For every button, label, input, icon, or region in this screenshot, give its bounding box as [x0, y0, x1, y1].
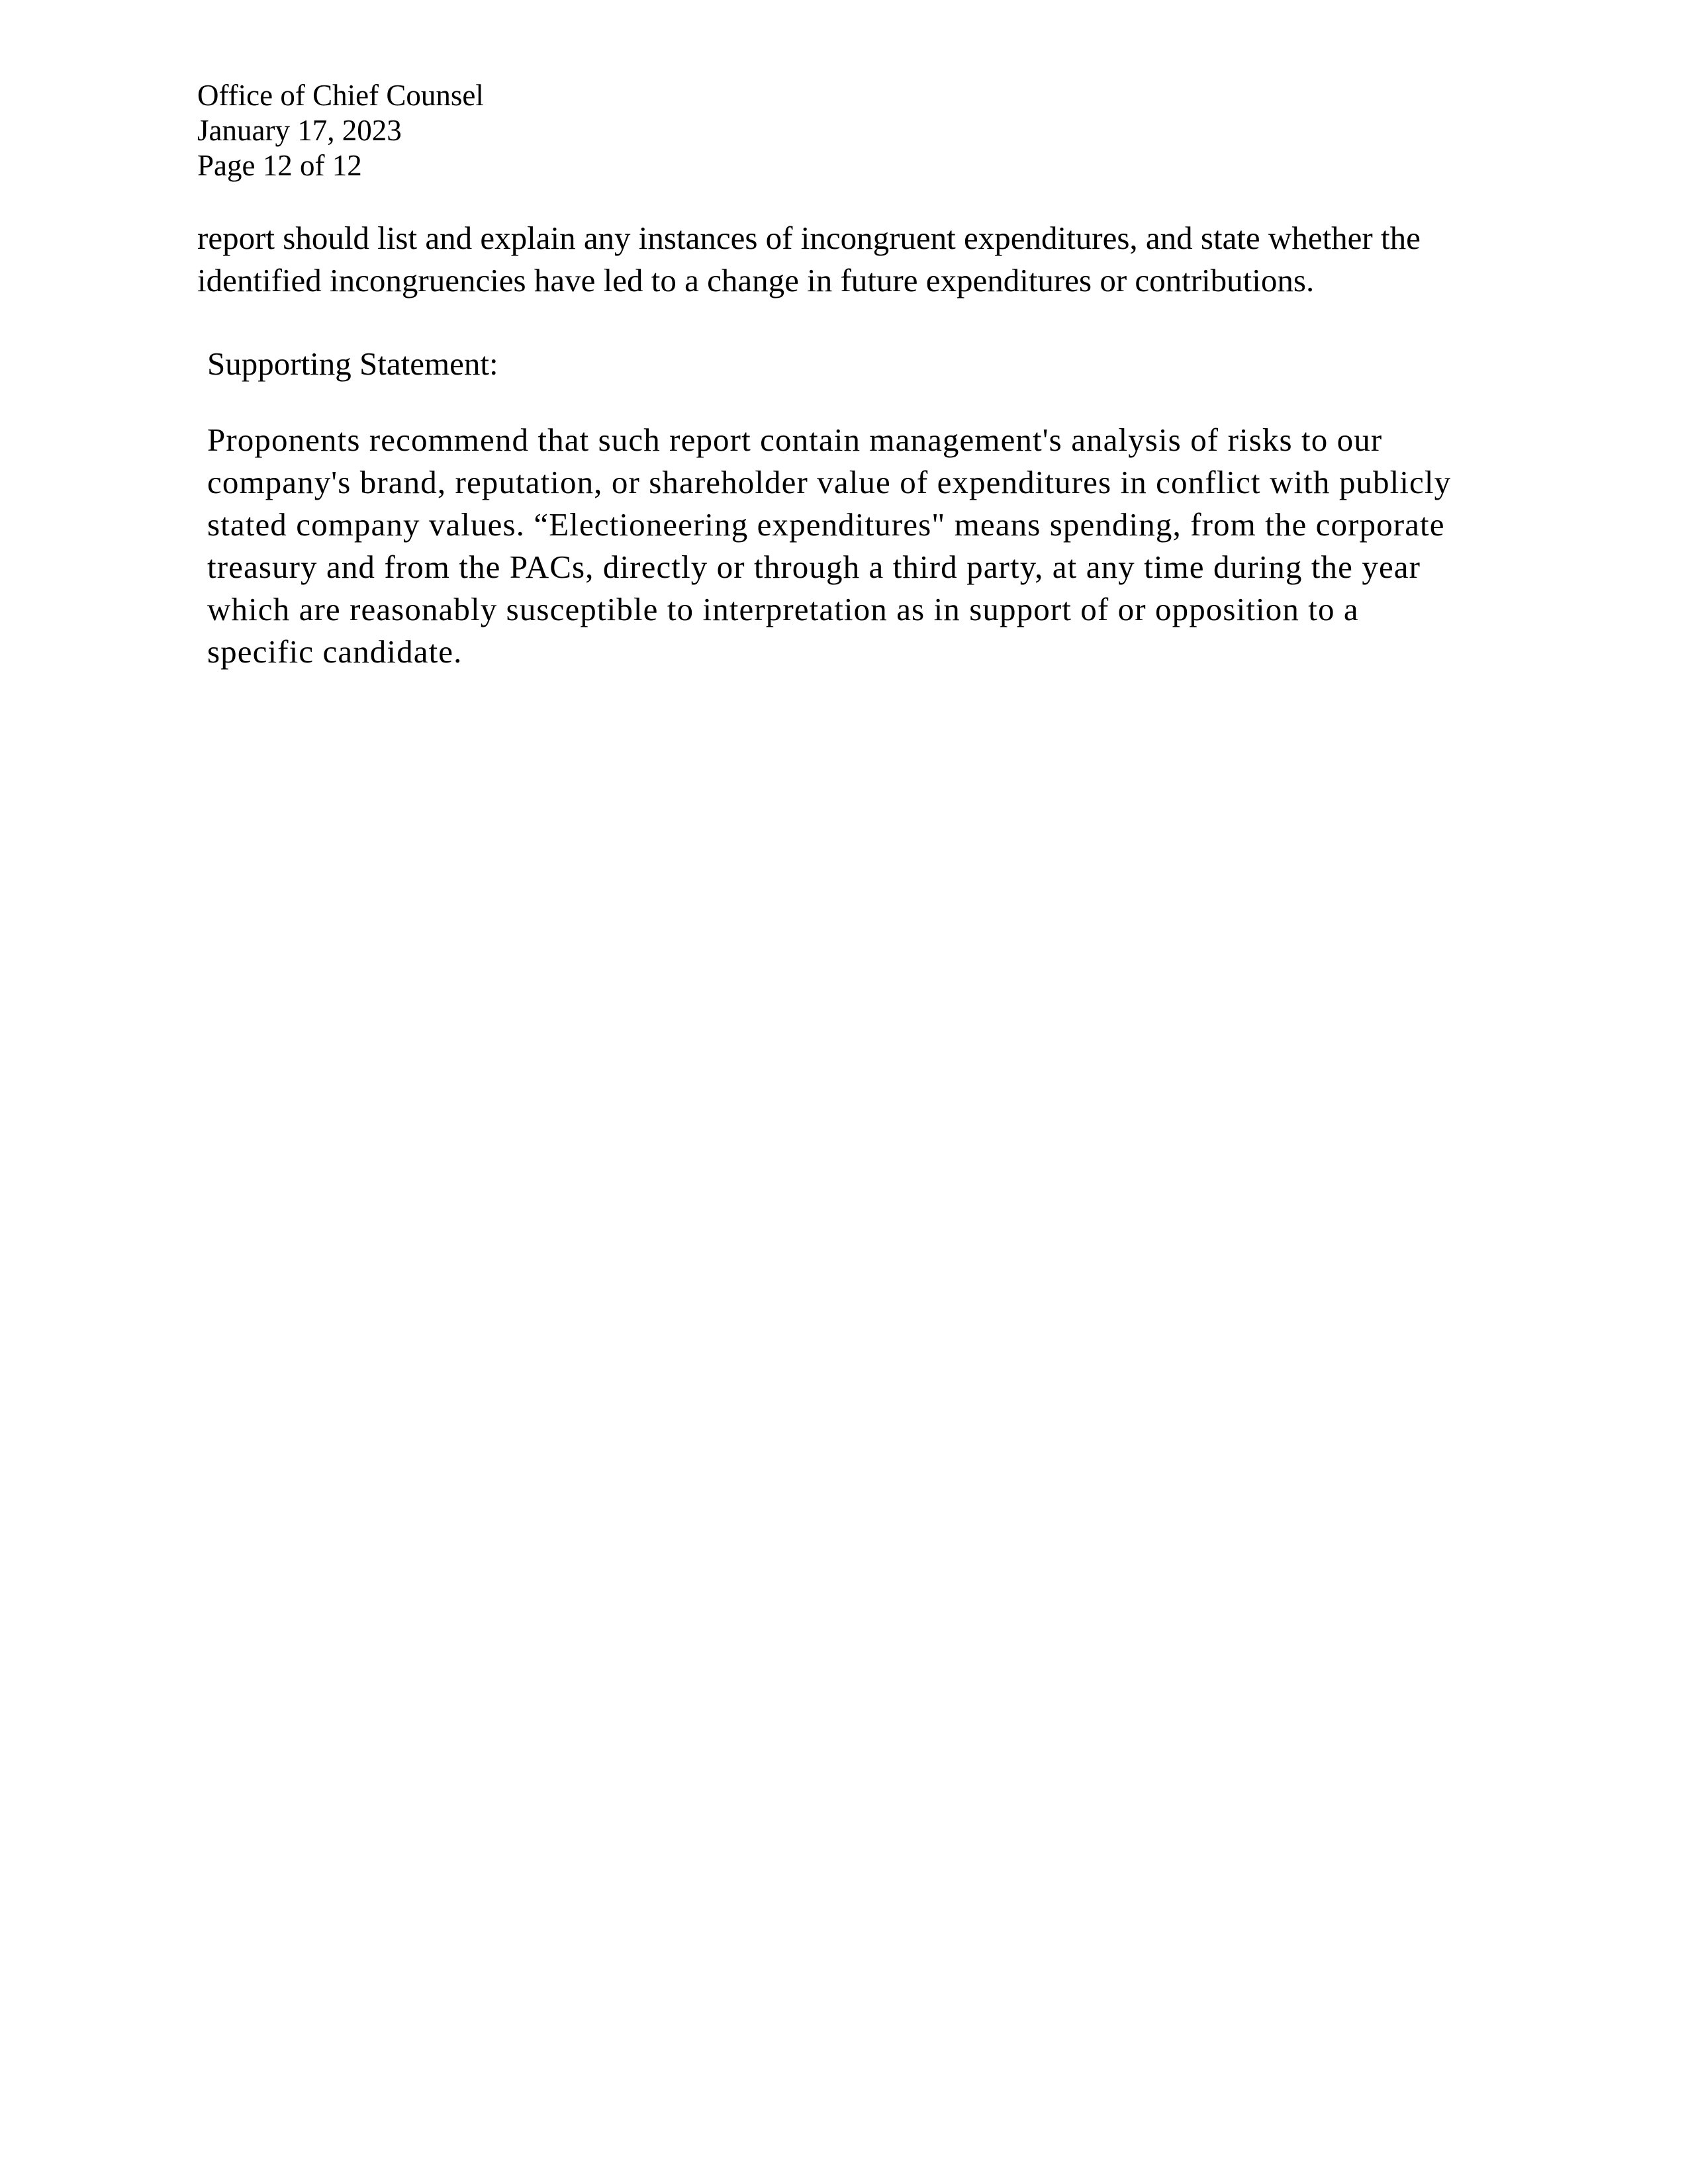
- supporting-line: specific candidate.: [207, 633, 463, 670]
- supporting-line: Proponents recommend that such report contain management's analysis of risks to our: [207, 422, 1383, 458]
- supporting-line: which are reasonably susceptible to interpretation as in support of or opposition to a: [207, 591, 1359, 627]
- supporting-line: stated company values. “Electioneering expenditures" means spending, from the corporate: [207, 506, 1445, 543]
- supporting-line: company's brand, reputation, or shareholder value of expenditures in conflict with publicly: [207, 464, 1452, 500]
- continuation-paragraph: [197, 217, 1508, 302]
- supporting-line: treasury and from the PACs, directly or through a third party, at any time during the year: [207, 549, 1421, 585]
- continuation-line: report should list and explain any instances of incongruent expenditures, and state whether the: [197, 220, 1421, 256]
- header-office: Office of Chief Counsel: [197, 79, 484, 112]
- supporting-statement-paragraph: [207, 419, 1531, 673]
- letter-header: [197, 78, 484, 183]
- supporting-statement-heading: Supporting Statement:: [207, 345, 498, 382]
- header-date: January 17, 2023: [197, 114, 402, 147]
- header-page-number: Page 12 of 12: [197, 149, 362, 182]
- continuation-line: identified incongruencies have led to a change in future expenditures or contributions.: [197, 262, 1315, 298]
